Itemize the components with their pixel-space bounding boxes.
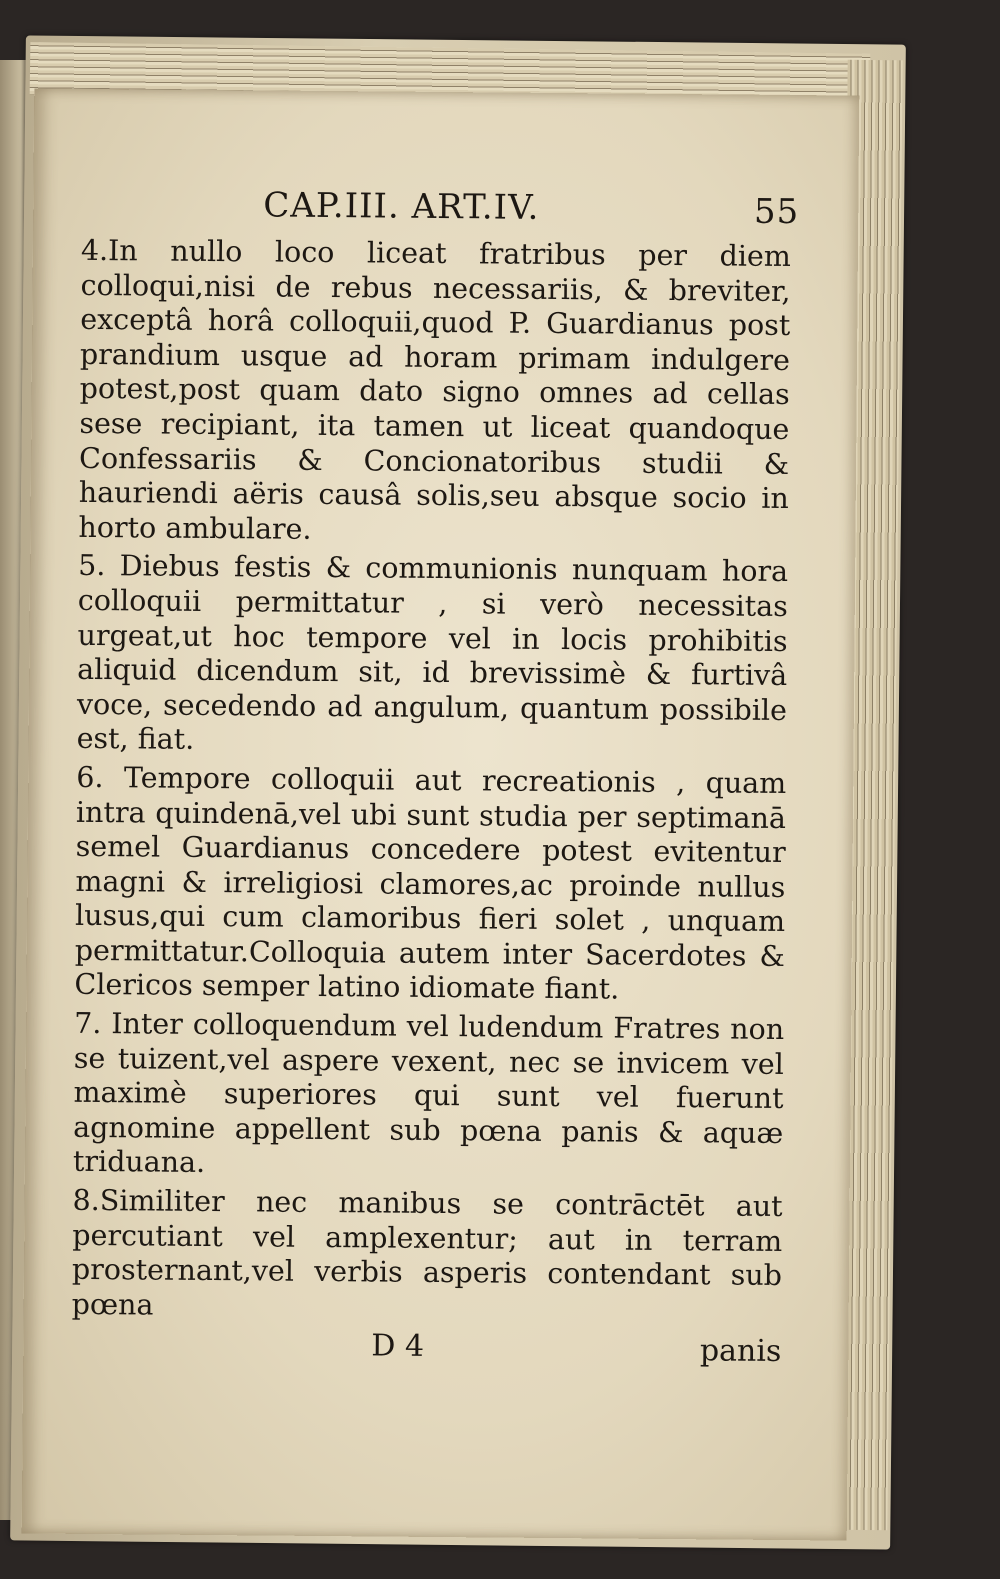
running-head: CAP.III. ART.IV. (263, 185, 540, 228)
signature-mark: D 4 (371, 1328, 425, 1365)
paragraph-5 (76, 549, 788, 763)
paragraph-6 (74, 761, 786, 1009)
book-page (22, 88, 860, 1540)
page-footer (71, 1326, 781, 1372)
page-header (81, 184, 800, 240)
page-number: 55 (753, 191, 800, 233)
paragraph-text: 7. Inter colloquendum vel ludendum Fratres non se tuizent,vel aspere vexent, nec se invicem vel maximè superiores qui sunt vel fuerunt agnomine appellent sub pœna panis & aquæ triduana. (72, 1006, 785, 1180)
paragraph-7 (73, 1007, 784, 1186)
paragraph-4 (78, 234, 791, 552)
paragraph-8 (72, 1184, 783, 1329)
paragraph-text: 6. Tempore colloquii aut recreationis , quam intra quindenā,vel ubi sunt studia per septimanā semel Guardianus concedere potest evitentur magni & irreligiosi clamores,ac proinde nullus lusus,qui cum clamoribus fieri solet , unquam permittatur.Colloquia autem inter Sacerdotes & Clericos semper latino idiomate fiant. (74, 760, 787, 1007)
catchword: panis (699, 1333, 782, 1370)
text-block (71, 184, 800, 1373)
paragraph-text: 4.In nullo loco liceat fratribus per diem colloqui,nisi de rebus necessariis, & breviter, exceptâ horâ colloquii,quod P. Guardianus post prandium usque ad horam primam indulgere potest,post quam dato signo omnes ad cellas sese recipiant, ita tamen ut liceat quandoque Confessariis & Concionatoribus studii & hauriendi aëris causâ solis,seu absque socio in horto ambulare. (78, 233, 792, 546)
paragraph-text: 5. Diebus festis & communionis nunquam hora colloquii permittatur , si verò necessitas urgeat,ut hoc tempore vel in locis prohibitis aliquid dicendum sit, id brevissimè & furtivâ voce, secedendo ad angulum, quantum possibile est, fiat. (76, 549, 789, 757)
paragraph-text: 8.Similiter nec manibus se contrāctēt aut percutiant vel amplexentur; aut in terram prosternant,vel verbis asperis contendant sub pœna (71, 1183, 783, 1322)
